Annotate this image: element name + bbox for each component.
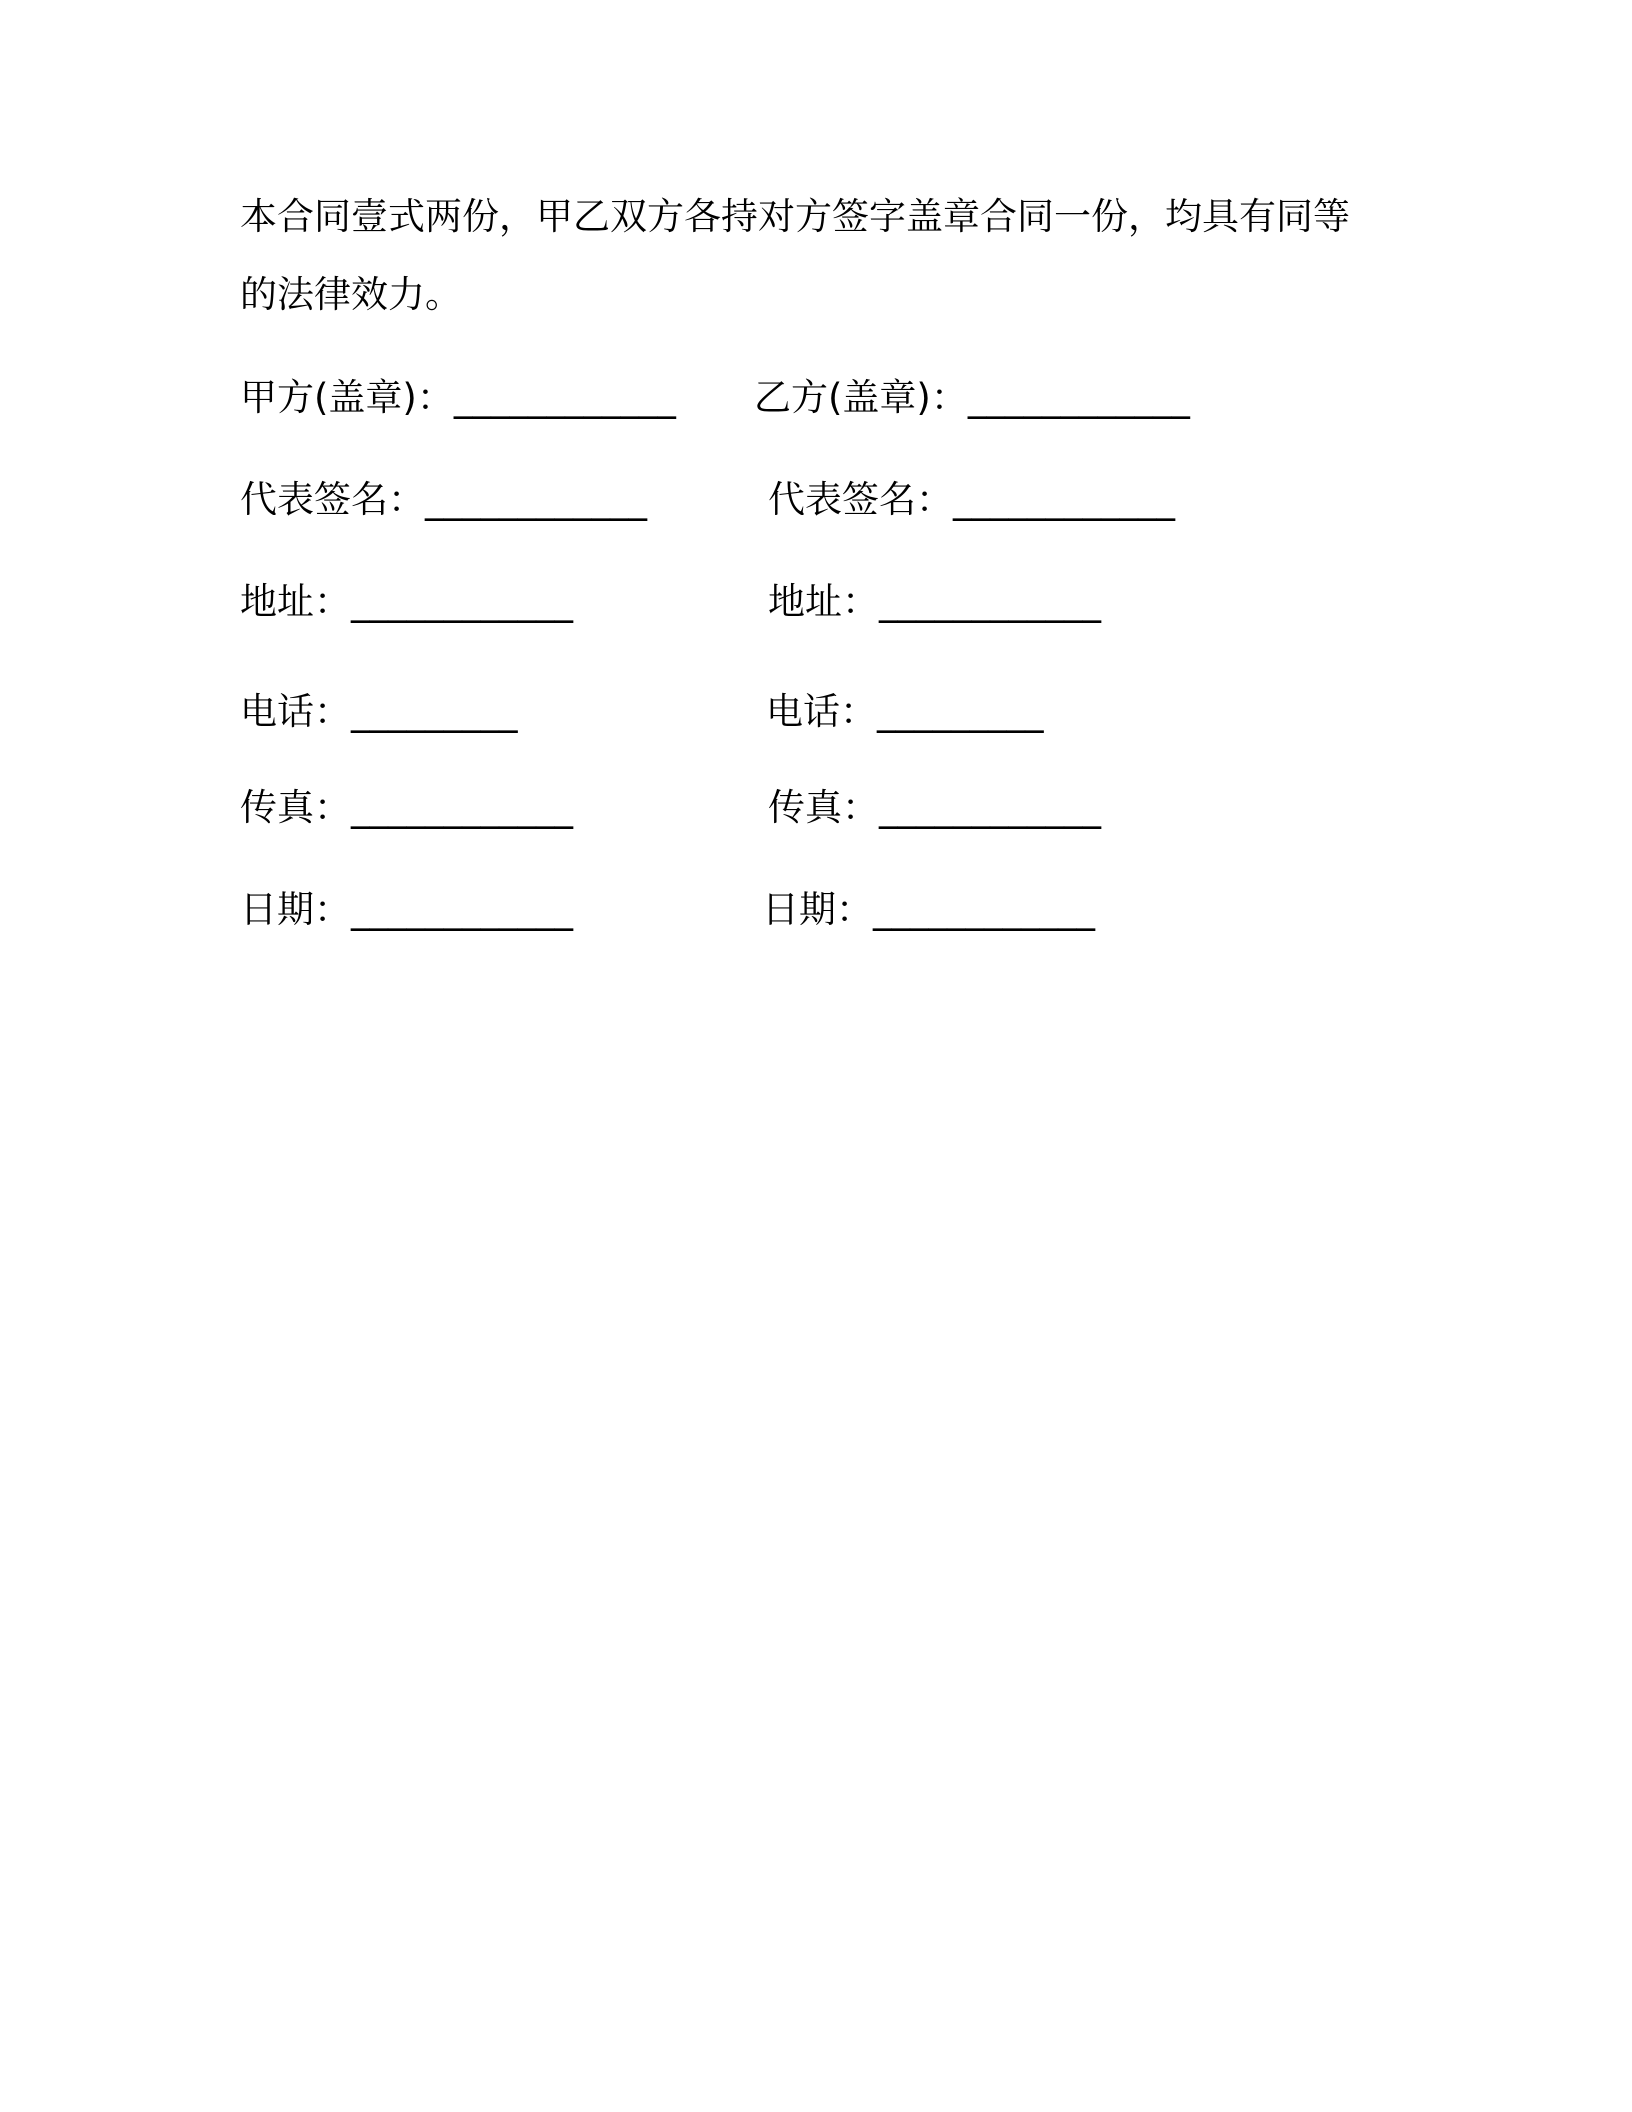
party-b-address-field xyxy=(768,580,1101,624)
party-a-fax-blank[interactable]: ____________ xyxy=(351,786,573,829)
party-a-phone-blank[interactable]: _________ xyxy=(351,690,518,733)
party-a-date-field xyxy=(240,888,573,932)
agreement-text-line-2: 的法律效力。 xyxy=(240,273,462,316)
party-a-address-blank[interactable]: ____________ xyxy=(351,580,573,623)
party-a-date-blank[interactable]: ____________ xyxy=(351,888,573,931)
party-a-rep-blank[interactable]: ____________ xyxy=(425,478,647,521)
party-b-fax-blank[interactable]: ____________ xyxy=(879,786,1101,829)
party-b-phone-field xyxy=(766,690,1044,734)
party-b-date-blank[interactable]: ____________ xyxy=(873,888,1095,931)
party-b-address-blank[interactable]: ____________ xyxy=(879,580,1101,623)
agreement-text-line-1: 本合同壹式两份，甲乙双方各持对方签字盖章合同一份，均具有同等 xyxy=(240,195,1350,238)
party-a-seal-field xyxy=(240,376,676,420)
party-a-date-label: 日期： xyxy=(240,888,351,931)
party-b-date-field xyxy=(762,888,1095,932)
party-b-rep-label: 代表签名： xyxy=(768,478,953,521)
party-a-seal-blank[interactable]: ____________ xyxy=(453,376,676,419)
party-b-date-label: 日期： xyxy=(762,888,873,931)
party-b-seal-label: 乙方(盖章)： xyxy=(754,376,968,419)
party-a-fax-field xyxy=(240,786,573,830)
party-a-seal-label: 甲方(盖章)： xyxy=(240,376,454,419)
party-a-address-label: 地址： xyxy=(240,580,351,623)
party-a-fax-label: 传真： xyxy=(240,786,351,829)
party-b-fax-label: 传真： xyxy=(768,786,879,829)
party-b-phone-label: 电话： xyxy=(766,690,877,733)
party-a-rep-field xyxy=(240,478,647,522)
party-b-address-label: 地址： xyxy=(768,580,879,623)
party-a-phone-label: 电话： xyxy=(240,690,351,733)
party-b-seal-blank[interactable]: ____________ xyxy=(967,376,1190,419)
party-a-rep-label: 代表签名： xyxy=(240,478,425,521)
party-b-phone-blank[interactable]: _________ xyxy=(877,690,1044,733)
party-a-phone-field xyxy=(240,690,518,734)
party-b-rep-field xyxy=(768,478,1175,522)
party-b-rep-blank[interactable]: ____________ xyxy=(953,478,1175,521)
party-b-seal-field xyxy=(754,376,1190,420)
party-a-address-field xyxy=(240,580,573,624)
party-b-fax-field xyxy=(768,786,1101,830)
